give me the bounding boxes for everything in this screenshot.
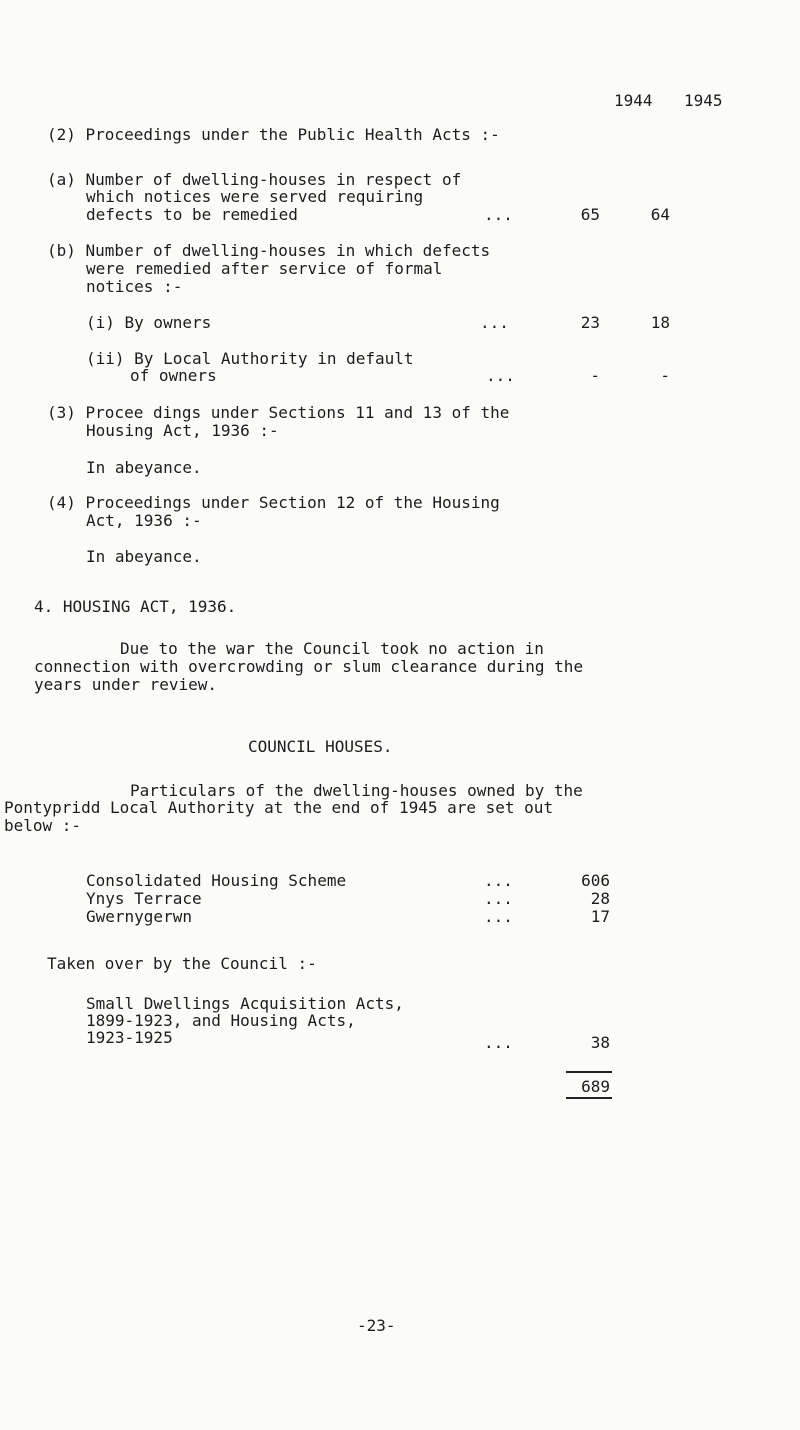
year-1944-header: 1944 xyxy=(614,91,653,110)
item-a-1944-value: 65 xyxy=(580,205,600,224)
taken-over-heading: Taken over by the Council :- xyxy=(47,954,317,973)
item-a-1945-value: 64 xyxy=(650,205,670,224)
item-b-line2: were remedied after service of formal xyxy=(86,259,443,278)
item-a-dots: ... xyxy=(484,205,513,224)
taken-over-value: 38 xyxy=(590,1033,610,1052)
section-3-status: In abeyance. xyxy=(86,458,202,477)
council-paragraph-line3: below :- xyxy=(4,816,82,835)
item-b-i-label: (i) By owners xyxy=(86,313,212,332)
item-b-line1: (b) Number of dwelling-houses in which defects xyxy=(47,241,491,260)
section-3-line2: Housing Act, 1936 :- xyxy=(86,421,279,440)
total-value: 689 xyxy=(581,1077,610,1096)
scheme-ynys-terrace-value: 28 xyxy=(590,889,610,908)
scheme-gwernygerwn-dots: ... xyxy=(484,907,513,926)
total-rule-top xyxy=(566,1071,612,1073)
item-a-line1: (a) Number of dwelling-houses in respect of xyxy=(47,170,462,189)
housing-act-heading: 4. HOUSING ACT, 1936. xyxy=(34,597,237,616)
section-3-line1: (3) Procee dings under Sections 11 and 13 of the xyxy=(47,403,510,422)
council-paragraph-line1: Particulars of the dwelling-houses owned by the xyxy=(130,781,583,800)
section-4-line1: (4) Proceedings under Section 12 of the Housing xyxy=(47,493,500,512)
scheme-gwernygerwn-label: Gwernygerwn xyxy=(86,907,192,926)
scheme-consolidated-label: Consolidated Housing Scheme xyxy=(86,871,347,890)
section-2-heading: (2) Proceedings under the Public Health Acts :- xyxy=(47,125,500,144)
item-a-line3: defects to be remedied xyxy=(86,205,298,224)
section-4-line2: Act, 1936 :- xyxy=(86,511,202,530)
item-b-i-dots: ... xyxy=(480,313,509,332)
item-b-i-1945-value: 18 xyxy=(650,313,670,332)
item-b-line3: notices :- xyxy=(86,277,183,296)
page-number: -23- xyxy=(357,1316,396,1335)
scheme-consolidated-value: 606 xyxy=(581,871,610,890)
item-b-ii-1944-value: - xyxy=(590,366,600,385)
housing-paragraph-line2: connection with overcrowding or slum clearance during the xyxy=(34,657,584,676)
section-4-status: In abeyance. xyxy=(86,547,202,566)
taken-over-line3: 1923-1925 xyxy=(86,1028,173,1047)
council-houses-heading: COUNCIL HOUSES. xyxy=(248,737,393,756)
taken-over-line1: Small Dwellings Acquisition Acts, xyxy=(86,994,404,1013)
housing-paragraph-line1: Due to the war the Council took no action in xyxy=(120,639,544,658)
item-a-line2: which notices were served requiring xyxy=(86,187,424,206)
council-paragraph-line2: Pontypridd Local Authority at the end of 1945 are set out xyxy=(4,798,554,817)
item-b-ii-line2: of owners xyxy=(130,366,217,385)
housing-paragraph-line3: years under review. xyxy=(34,675,218,694)
scheme-gwernygerwn-value: 17 xyxy=(590,907,610,926)
scheme-consolidated-dots: ... xyxy=(484,871,513,890)
taken-over-dots: ... xyxy=(484,1033,513,1052)
item-b-i-1944-value: 23 xyxy=(580,313,600,332)
scheme-ynys-terrace-label: Ynys Terrace xyxy=(86,889,202,908)
scheme-ynys-terrace-dots: ... xyxy=(484,889,513,908)
item-b-ii-1945-value: - xyxy=(660,366,670,385)
item-b-ii-dots: ... xyxy=(486,366,515,385)
year-1945-header: 1945 xyxy=(684,91,723,110)
item-b-ii-line1: (ii) By Local Authority in default xyxy=(86,349,414,368)
total-rule-bottom xyxy=(566,1097,612,1099)
taken-over-line2: 1899-1923, and Housing Acts, xyxy=(86,1011,356,1030)
